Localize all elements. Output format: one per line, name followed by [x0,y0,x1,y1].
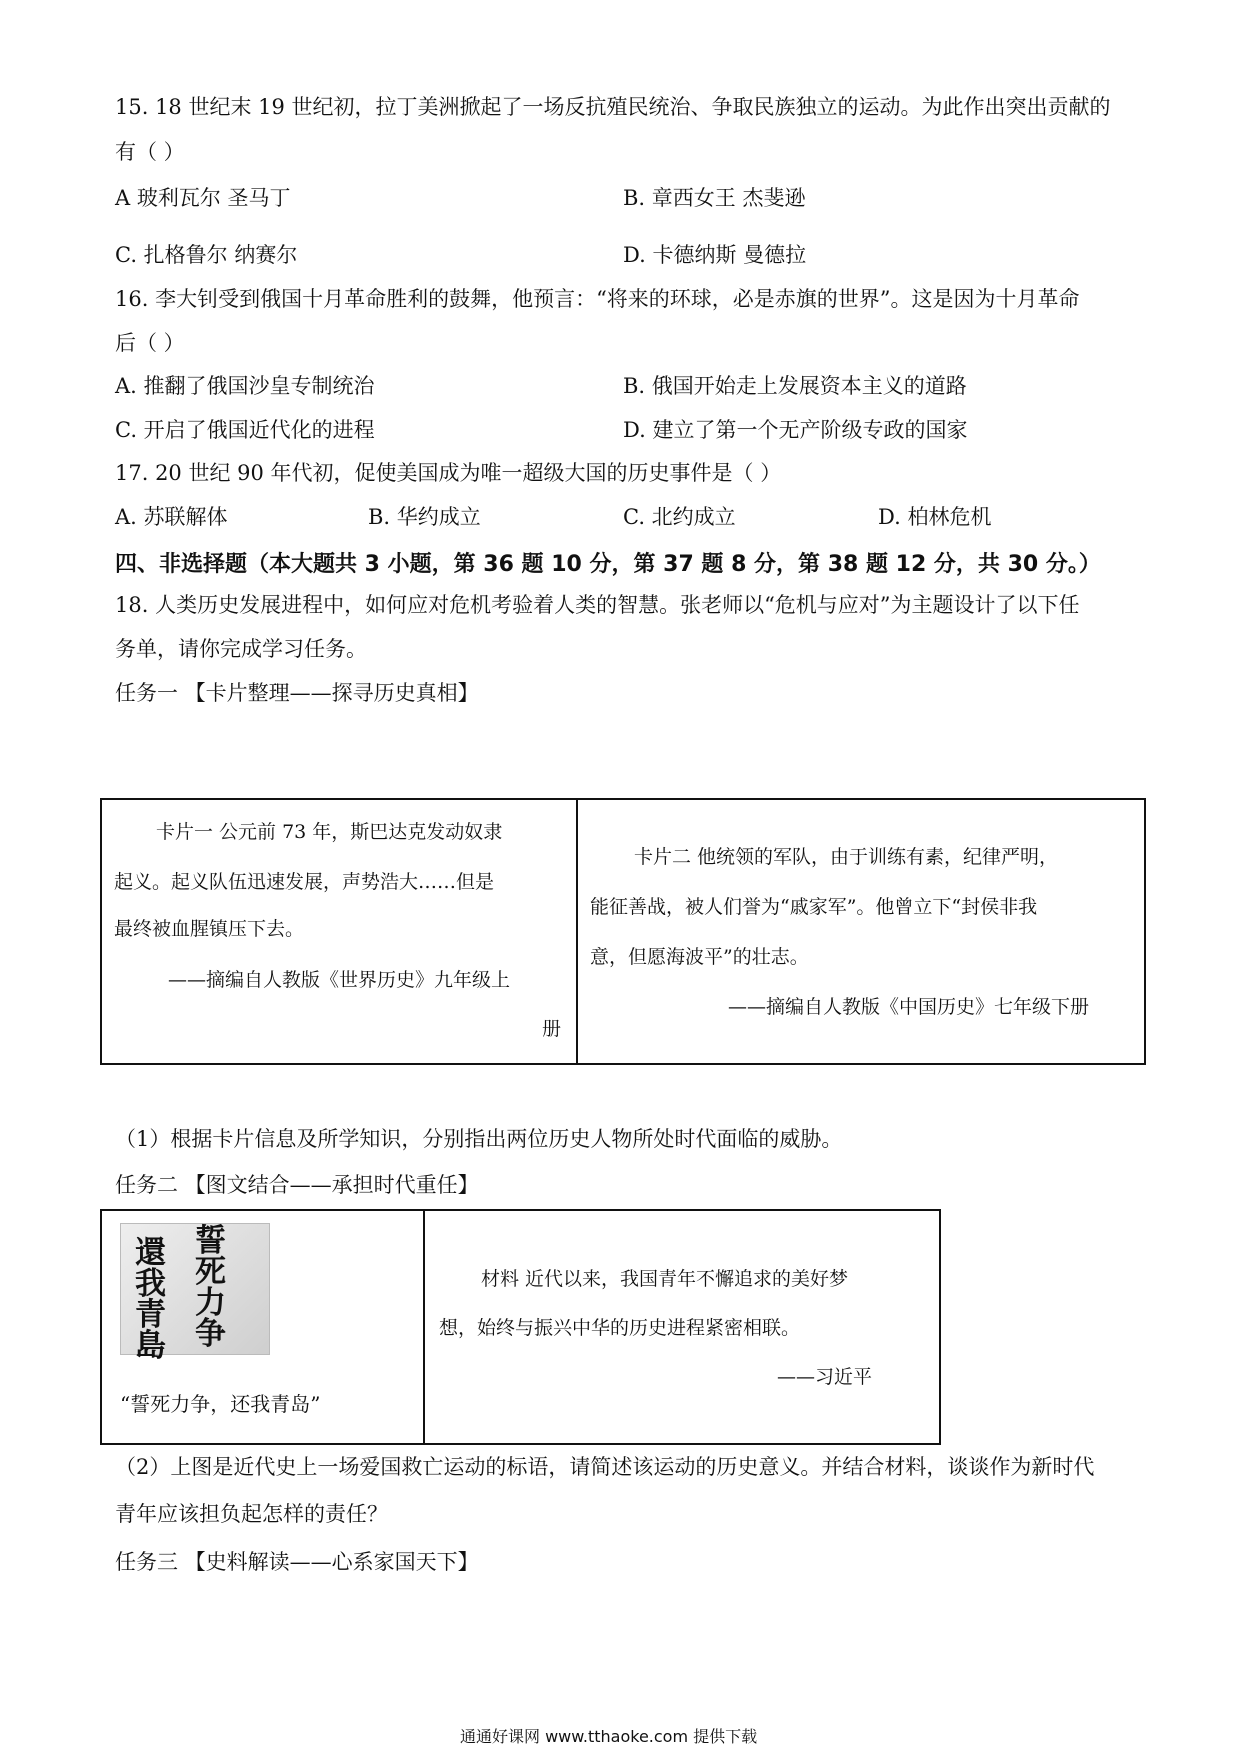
card-two-line1: 卡片二 他统领的军队，由于训练有素，纪律严明， [634,846,1059,868]
card-table [100,798,1146,1065]
material-table [100,1209,941,1445]
card-one-source: ——摘编自人教版《世界历史》九年级上 [168,969,511,991]
q15-option-a: A 玻利瓦尔 圣马丁 [115,186,291,210]
section-heading: 四、非选择题（本大题共 3 小题，第 36 题 10 分，第 37 题 8 分，第 38 题 12 分，共 30 分。） [115,552,1101,577]
card-two-source: ——摘编自人教版《中国历史》七年级下册 [728,996,1090,1018]
card-two-line3: 意，但愿海波平”的壮志。 [590,946,809,968]
q17-option-b: B. 华约成立 [368,505,481,529]
q17-option-c: C. 北约成立 [623,505,736,529]
card-one-line1: 卡片一 公元前 73 年，斯巴达克发动奴隶 [156,821,503,843]
slogan-image [120,1223,270,1364]
sub-question-2-line2: 青年应该担负起怎样的责任？ [115,1502,388,1526]
q15-option-d: D. 卡德纳斯 曼德拉 [623,243,807,267]
card-one-source-end: 册 [542,1018,562,1040]
slogan-text-right: 誓死力争 [195,1223,226,1352]
task1-title: 任务一 【卡片整理——探寻历史真相】 [115,681,479,705]
material-cell [424,1210,940,1444]
q18-stem-line1: 18. 人类历史发展进程中，如何应对危机考验着人类的智慧。张老师以“危机与应对”为主题设计了以下任 [115,593,1080,617]
q15-stem-line1: 15. 18 世纪末 19 世纪初，拉丁美洲掀起了一场反抗殖民统治、争取民族独立的运动。为此作出突出贡献的 [115,95,1111,119]
card-two [577,799,1145,1064]
task2-title: 任务二 【图文结合——承担时代重任】 [115,1173,479,1197]
card-two-line2: 能征善战，被人们誉为“戚家军”。他曾立下“封侯非我 [590,896,1038,918]
q15-option-b: B. 章西女王 杰斐逊 [623,186,806,210]
q15-stem-line2: 有（ ） [115,140,185,164]
sub-question-2-line1: （2）上图是近代史上一场爱国救亡运动的标语，请简述该运动的历史意义。并结合材料，谈谈作为新时代 [115,1455,1095,1479]
material-source: ——习近平 [777,1366,873,1388]
q16-option-b: B. 俄国开始走上发展资本主义的道路 [623,374,967,398]
q17-stem: 17. 20 世纪 90 年代初，促使美国成为唯一超级大国的历史事件是（ ） [115,461,782,485]
q15-option-c: C. 扎格鲁尔 纳赛尔 [115,243,298,267]
card-one [101,799,577,1064]
q17-option-a: A. 苏联解体 [115,505,228,529]
q16-stem-line1: 16. 李大钊受到俄国十月革命胜利的鼓舞，他预言：“将来的环球，必是赤旗的世界”。这是因为十月革命 [115,287,1080,311]
material-line2: 想，始终与振兴中华的历史进程紧密相联。 [439,1317,801,1339]
q16-option-c: C. 开启了俄国近代化的进程 [115,418,375,442]
page-footer: 通通好课网 www.tthaoke.com 提供下载 [460,1727,758,1746]
card-one-line2: 起义。起义队伍迅速发展，声势浩大……但是 [114,871,495,893]
q18-stem-line2: 务单，请你完成学习任务。 [115,637,367,661]
q16-option-a: A. 推翻了俄国沙皇专制统治 [115,374,375,398]
slogan-text-left: 還我青島 [135,1235,166,1364]
card-one-line3: 最终被血腥镇压下去。 [114,918,305,940]
q16-option-d: D. 建立了第一个无产阶级专政的国家 [623,418,968,442]
slogan-caption: “誓死力争，还我青岛” [120,1392,321,1416]
slogan-cell [101,1210,424,1444]
q17-option-d: D. 柏林危机 [878,505,992,529]
sub-question-1: （1）根据卡片信息及所学知识，分别指出两位历史人物所处时代面临的威胁。 [115,1127,843,1151]
q16-stem-line2: 后（ ） [115,331,185,355]
material-line1: 材料 近代以来，我国青年不懈追求的美好梦 [481,1268,849,1290]
task3-title: 任务三 【史料解读——心系家国天下】 [115,1550,479,1574]
